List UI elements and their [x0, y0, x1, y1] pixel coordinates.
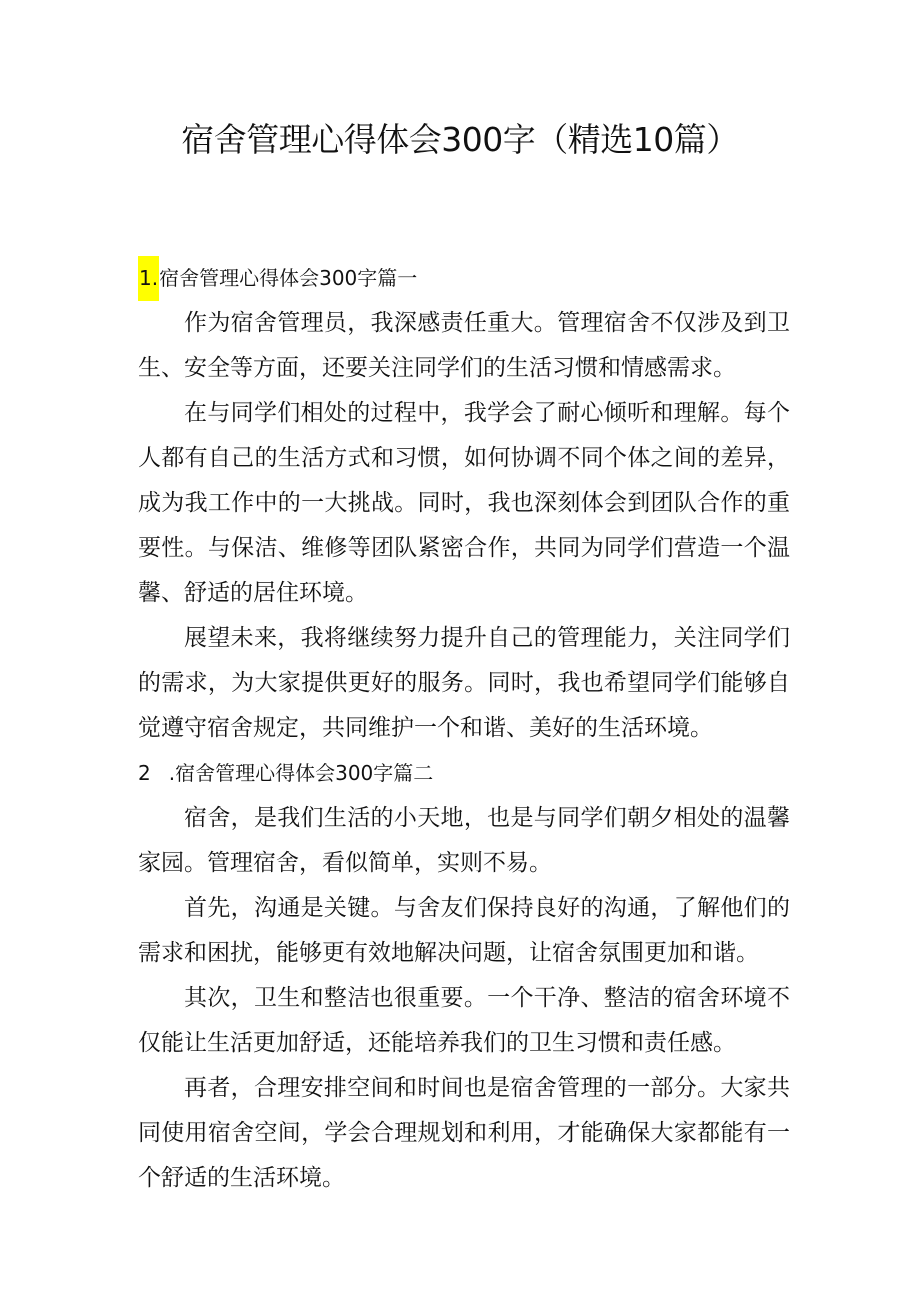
- paragraph: 展望未来，我将继续努力提升自己的管理能力，关注同学们的需求，为大家提供更好的服务。同时，我也希望同学们能够自觉遵守宿舍规定，共同维护一个和谐、美好的生活环境。: [138, 625, 790, 741]
- section-1: [138, 256, 790, 751]
- document-title: 宿舍管理心得体会300字（精选10篇）: [181, 120, 739, 159]
- section-heading: [138, 256, 790, 301]
- paragraph: 再者，合理安排空间和时间也是宿舍管理的一部分。大家共同使用宿舍空间，学会合理规划和利用，才能确保大家都能有一个舒适的生活环境。: [138, 1075, 790, 1191]
- paragraph: 作为宿舍管理员，我深感责任重大。管理宿舍不仅涉及到卫生、安全等方面，还要关注同学们的生活习惯和情感需求。: [138, 310, 790, 381]
- highlighted-section-number: 1.: [138, 256, 159, 301]
- paragraph: 首先，沟通是关键。与舍友们保持良好的沟通，了解他们的需求和困扰，能够更有效地解决问题，让宿舍氛围更加和谐。: [138, 895, 790, 966]
- paragraph: 在与同学们相处的过程中，我学会了耐心倾听和理解。每个人都有自己的生活方式和习惯，如何协调不同个体之间的差异，成为我工作中的一大挑战。同时，我也深刻体会到团队合作的重要性。与保洁、维修等团队紧密合作，共同为同学们营造一个温馨、舒适的居住环境。: [138, 400, 790, 606]
- section-heading: [138, 751, 790, 796]
- paragraph: 宿舍，是我们生活的小天地，也是与同学们朝夕相处的温馨家园。管理宿舍，看似简单，实则不易。: [138, 805, 790, 876]
- section-2: [138, 751, 790, 1201]
- section-heading-text: 宿舍管理心得体会300字篇一: [159, 266, 418, 290]
- section-number: 2: [138, 761, 151, 785]
- section-heading-text: .宿舍管理心得体会300字篇二: [168, 761, 434, 785]
- document-body: [138, 256, 790, 1201]
- paragraph: 其次，卫生和整洁也很重要。一个干净、整洁的宿舍环境不仅能让生活更加舒适，还能培养我们的卫生习惯和责任感。: [138, 985, 790, 1056]
